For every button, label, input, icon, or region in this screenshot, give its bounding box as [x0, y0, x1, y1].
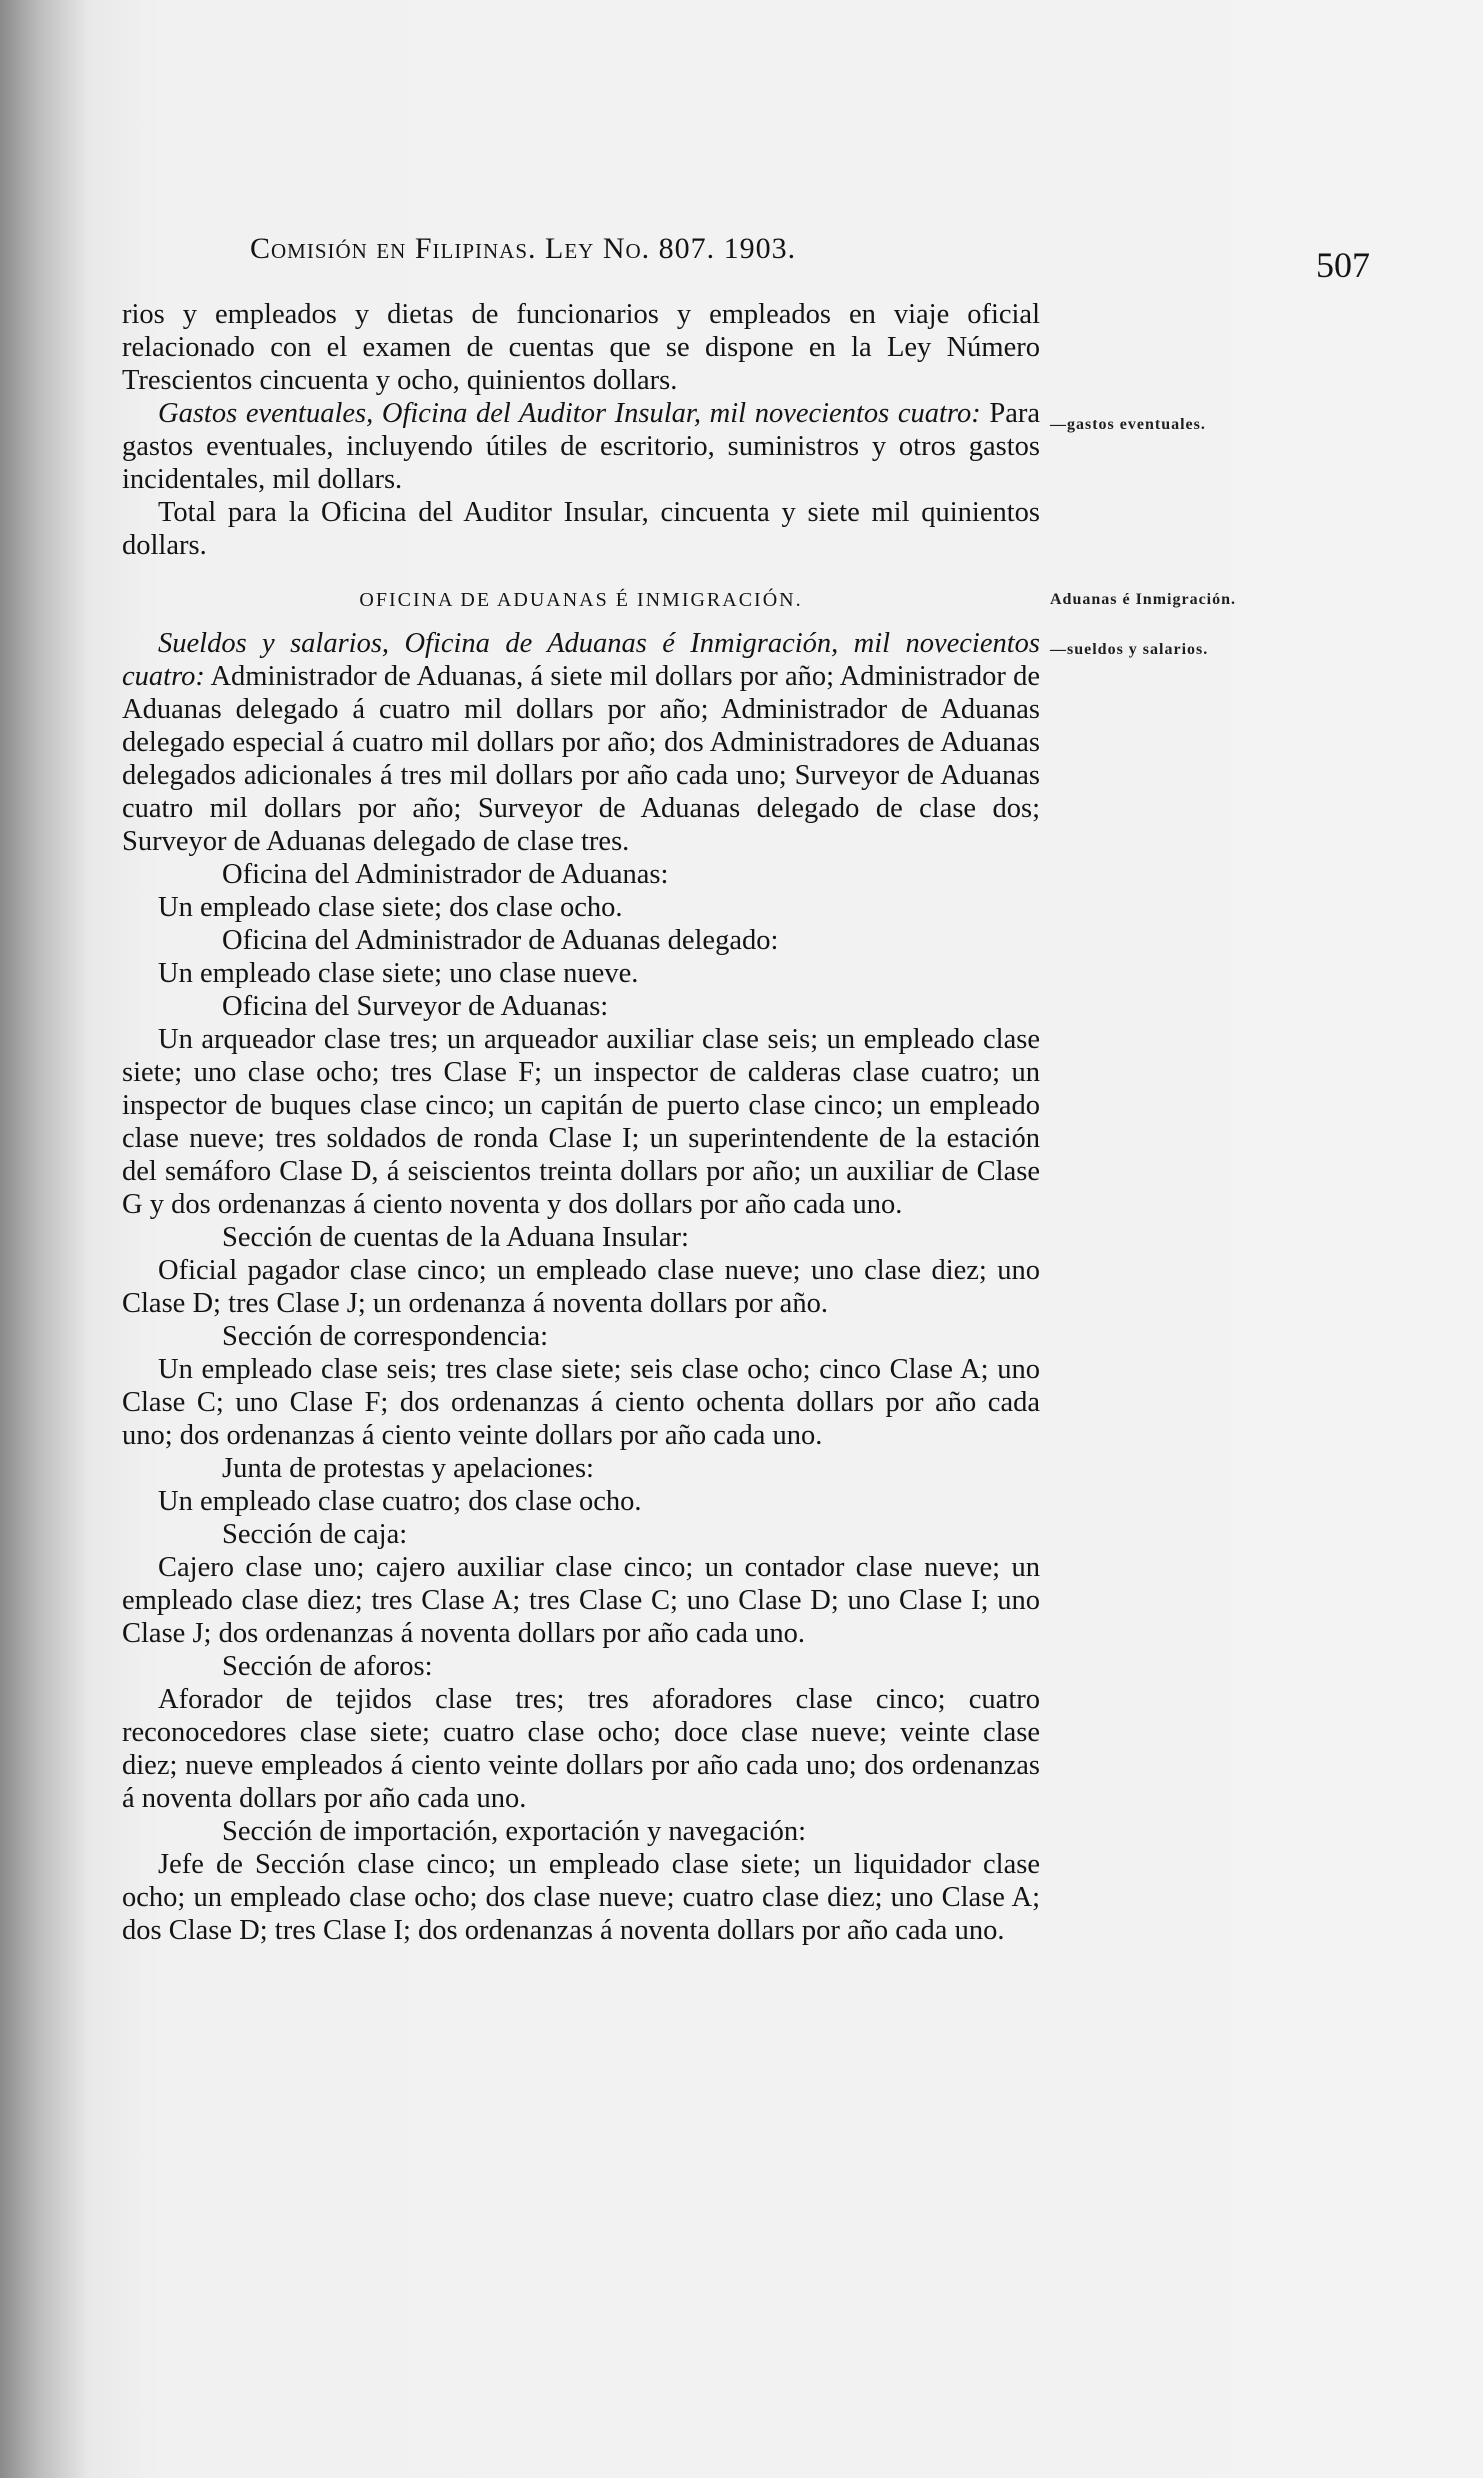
running-title: Comisión en Filipinas. Ley No. 807. 1903.	[250, 232, 797, 265]
paragraph: Un empleado clase seis; tres clase siete; seis clase ocho; cinco Clase A; uno Clase C; uno Clase F; dos ordenanzas á ciento ochenta dollars por año cada uno; dos ordenanzas á ciento veinte dollars por año cada uno.	[122, 1354, 1040, 1451]
page-number: 507	[1316, 245, 1370, 285]
subheading: Sección de cuentas de la Aduana Insular:	[222, 1222, 689, 1253]
paragraph	[122, 397, 1040, 496]
section-heading: OFICINA DE ADUANAS É INMIGRACIÓN.	[359, 589, 803, 611]
page-header	[250, 232, 1370, 285]
paragraph	[122, 627, 1040, 858]
paragraph: Un empleado clase cuatro; dos clase ocho.	[158, 1486, 642, 1517]
subheading: Sección de aforos:	[222, 1651, 433, 1682]
subheading: Sección de correspondencia:	[222, 1321, 549, 1352]
paragraph-lead: Sueldos y salarios, Oficina de Aduanas é Inmigración, mil novecientos cuatro:	[122, 628, 1040, 692]
subheading: Sección de caja:	[222, 1519, 408, 1550]
paragraph-lead: Gastos eventuales, Oficina del Auditor Insular, mil novecientos cuatro:	[158, 398, 981, 429]
subheading: Oficina del Administrador de Aduanas:	[222, 859, 669, 890]
subheading: Junta de protestas y apelaciones:	[222, 1453, 594, 1484]
paragraph: rios y empleados y dietas de funcionarios y empleados en viaje oficial relacionado con el examen de cuentas que se dispone en la Ley Número Trescientos cincuenta y ocho, quinientos dollars.	[122, 299, 1040, 396]
body-text	[122, 298, 1040, 1947]
paragraph-text: Administrador de Aduanas, á siete mil dollars por año; Administrador de Aduanas delegado á cuatro mil dollars por año; Administrador de Aduanas delegado especial á cuatro mil dollars por año; dos Administradores de Aduanas delegados adicionales á tres mil dollars por año cada uno; Surveyor de Aduanas cuatro mil dollars por año; Surveyor de Aduanas delegado de clase dos; Surveyor de Aduanas delegado de clase tres.	[122, 661, 1040, 857]
margin-note-aduanas: Aduanas é Inmigración.	[1050, 591, 1237, 608]
paragraph: Un arqueador clase tres; un arqueador auxiliar clase seis; un empleado clase siete; uno clase ocho; tres Clase F; un inspector de calderas clase cuatro; un inspector de buques clase cinco; un capitán de puerto clase cinco; un empleado clase nueve; tres soldados de ronda Clase I; un superintendente de la estación del semáforo Clase D, á seiscientos treinta dollars por año; un auxiliar de Clase G y dos ordenanzas á ciento noventa y dos dollars por año cada uno.	[122, 1024, 1040, 1220]
subheading: Oficina del Administrador de Aduanas delegado:	[222, 925, 779, 956]
margin-note-gastos: —gastos eventuales.	[1050, 416, 1206, 433]
paragraph: Cajero clase uno; cajero auxiliar clase cinco; un contador clase nueve; un empleado clase diez; tres Clase A; tres Clase C; uno Clase D; uno Clase I; uno Clase J; dos ordenanzas á noventa dollars por año cada uno.	[122, 1552, 1040, 1649]
subheading: Sección de importación, exportación y navegación:	[222, 1816, 807, 1847]
paragraph-text: Para gastos eventuales, incluyendo útiles de escritorio, suministros y otros gastos incidentales, mil dollars.	[122, 398, 1041, 495]
margin-note-sueldos: —sueldos y salarios.	[1050, 641, 1209, 658]
subheading: Oficina del Surveyor de Aduanas:	[222, 991, 609, 1022]
paragraph: Jefe de Sección clase cinco; un empleado clase siete; un liquidador clase ocho; un empleado clase ocho; dos clase nueve; cuatro clase diez; uno Clase A; dos Clase D; tres Clase I; dos ordenanzas á noventa dollars por año cada uno.	[122, 1849, 1040, 1946]
paragraph: Un empleado clase siete; dos clase ocho.	[158, 892, 623, 923]
paragraph: Aforador de tejidos clase tres; tres aforadores clase cinco; cuatro reconocedores clase siete; cuatro clase ocho; doce clase nueve; veinte clase diez; nueve empleados á ciento veinte dollars por año cada uno; dos ordenanzas á noventa dollars por año cada uno.	[122, 1684, 1040, 1814]
paragraph: Oficial pagador clase cinco; un empleado clase nueve; uno clase diez; uno Clase D; tres Clase J; un ordenanza á noventa dollars por año.	[122, 1255, 1040, 1319]
paragraph: Un empleado clase siete; uno clase nueve.	[158, 958, 639, 989]
paragraph: Total para la Oficina del Auditor Insular, cincuenta y siete mil quinientos dollars.	[122, 497, 1040, 561]
